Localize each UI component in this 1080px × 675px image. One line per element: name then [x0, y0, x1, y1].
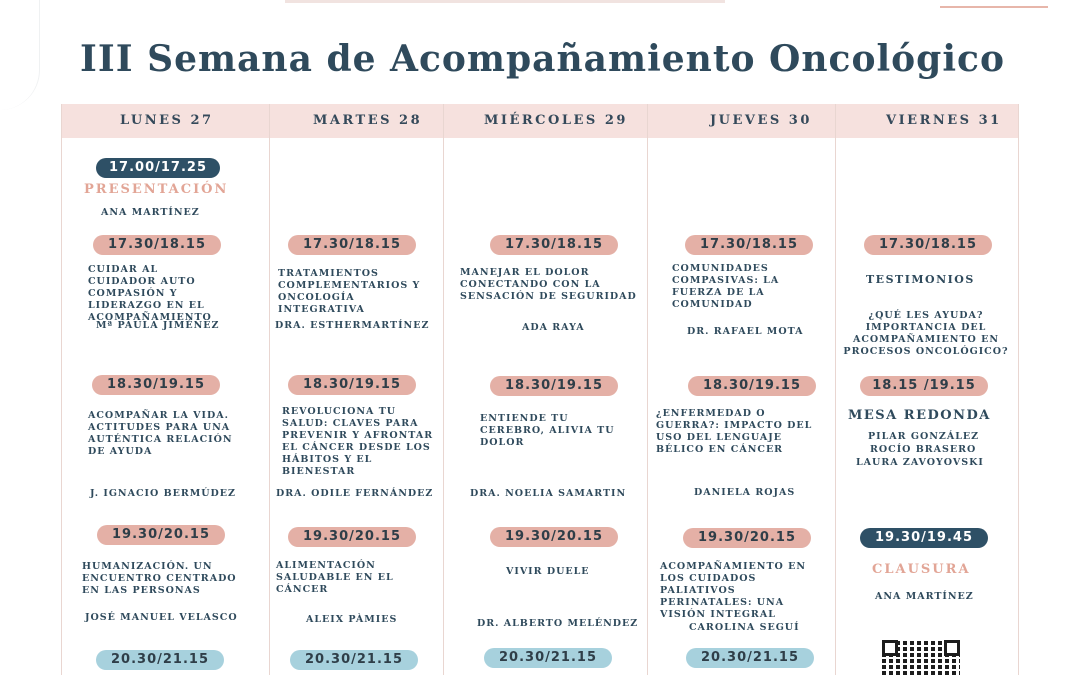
session-title: ENTIENDE TU CEREBRO, ALIVIA TU DOLOR — [480, 413, 615, 448]
time-badge: 17.30/18.15 — [93, 235, 221, 255]
time-badge: 19.30/19.45 — [860, 528, 988, 548]
time-badge: 18.30/19.15 — [288, 375, 416, 395]
speaker-name: DRA. ODILE FERNÁNDEZ — [276, 488, 434, 499]
session-title: MANEJAR EL DOLOR CONECTANDO CON LA SENSACIÓN DE SEGURIDAD — [460, 267, 637, 302]
session-title: ALIMENTACIÓN SALUDABLE EN EL CÁNCER — [276, 560, 394, 595]
time-badge: 19.30/20.15 — [490, 527, 618, 547]
speaker-name: DRA. ESTHERMARTÍNEZ — [275, 320, 430, 331]
speaker-name: JOSÉ MANUEL VELASCO — [85, 612, 238, 623]
speaker-name: DR. ALBERTO MELÉNDEZ — [477, 618, 639, 629]
speaker-name: ROCÍO BRASERO — [870, 444, 977, 455]
session-title: HUMANIZACIÓN. UN ENCUENTRO CENTRADO EN LAS PERSONAS — [82, 561, 237, 596]
time-badge: 17.30/18.15 — [490, 235, 618, 255]
speaker-name: CAROLINA SEGUÍ — [689, 622, 800, 633]
time-badge: 18.15 /19.15 — [860, 376, 988, 396]
day-header-thursday: JUEVES 30 — [648, 104, 835, 138]
qr-finder — [882, 640, 898, 656]
time-badge: 20.30/21.15 — [686, 648, 814, 668]
speaker-name: DR. RAFAEL MOTA — [687, 326, 804, 337]
day-header-tuesday: MARTES 28 — [270, 104, 443, 138]
time-badge: 19.30/20.15 — [288, 527, 416, 547]
day-header-wednesday: MIÉRCOLES 29 — [444, 104, 647, 138]
time-badge: 19.30/20.15 — [683, 528, 811, 548]
speaker-name: ADA RAYA — [522, 322, 585, 333]
session-title: ¿ENFERMEDAD O GUERRA?: IMPACTO DEL USO DEL LENGUAJE BÉLICO EN CÁNCER — [656, 408, 813, 455]
time-badge: 18.30/19.15 — [688, 376, 816, 396]
page-title: III Semana de Acompañamiento Oncológico — [80, 38, 1005, 80]
day-header-friday: VIERNES 31 — [836, 104, 1018, 138]
logo-underline — [940, 6, 1048, 8]
session-title: CUIDAR AL CUIDADOR AUTO COMPASIÓN Y LIDERAZGO EN EL ACOMPAÑAMIENTO — [88, 264, 212, 323]
speaker-name: Mª PAULA JIMÉNEZ — [96, 320, 220, 331]
session-title: COMUNIDADES COMPASIVAS: LA FUERZA DE LA COMUNIDAD — [672, 263, 780, 310]
time-badge: 20.30/21.15 — [484, 648, 612, 668]
session-title: PRESENTACIÓN — [84, 182, 229, 197]
session-title: TESTIMONIOS — [866, 273, 975, 286]
session-title: CLAUSURA — [872, 562, 971, 577]
speaker-name: ALEIX PÀMIES — [306, 614, 398, 625]
session-description: ¿QUÉ LES AYUDA? IMPORTANCIA DEL ACOMPAÑAMIENTO EN PROCESOS ONCOLÓGICO? — [843, 310, 1009, 357]
top-banner-strip — [285, 0, 725, 3]
session-title: VIVIR DUELE — [506, 566, 590, 577]
session-title: TRATAMIENTOS COMPLEMENTARIOS Y ONCOLOGÍA INTEGRATIVA — [278, 268, 421, 315]
speaker-name: DANIELA ROJAS — [694, 487, 796, 498]
time-badge: 20.30/21.15 — [96, 650, 224, 670]
speaker-name: PILAR GONZÁLEZ — [868, 431, 980, 442]
qr-finder — [944, 640, 960, 656]
session-title: ACOMPAÑAR LA VIDA. ACTITUDES PARA UNA AUTÉNTICA RELACIÓN DE AYUDA — [88, 410, 233, 457]
time-badge: 17.30/18.15 — [864, 235, 992, 255]
speaker-name: ANA MARTÍNEZ — [875, 591, 974, 602]
time-badge: 19.30/20.15 — [97, 525, 225, 545]
time-badge: 17.30/18.15 — [685, 235, 813, 255]
time-badge: 17.00/17.25 — [96, 158, 220, 178]
session-title: MESA REDONDA — [848, 408, 991, 423]
time-badge: 20.30/21.15 — [290, 650, 418, 670]
speaker-name: J. IGNACIO BERMÚDEZ — [90, 488, 236, 499]
day-header-monday: LUNES 27 — [62, 104, 269, 138]
speaker-name: DRA. NOELIA SAMARTIN — [470, 488, 627, 499]
time-badge: 18.30/19.15 — [490, 376, 618, 396]
time-badge: 17.30/18.15 — [288, 235, 416, 255]
speaker-name: ANA MARTÍNEZ — [101, 207, 200, 218]
speaker-name: LAURA ZAVOYOVSKI — [856, 457, 984, 468]
session-title: ACOMPAÑAMIENTO EN LOS CUIDADOS PALIATIVOS PERINATALES: UNA VISIÓN INTEGRAL — [660, 561, 807, 620]
time-badge: 18.30/19.15 — [92, 375, 220, 395]
session-title: REVOLUCIONA TU SALUD: CLAVES PARA PREVENIR Y AFRONTAR EL CÁNCER DESDE LOS HÁBITOS Y EL BIENESTAR — [282, 406, 434, 477]
